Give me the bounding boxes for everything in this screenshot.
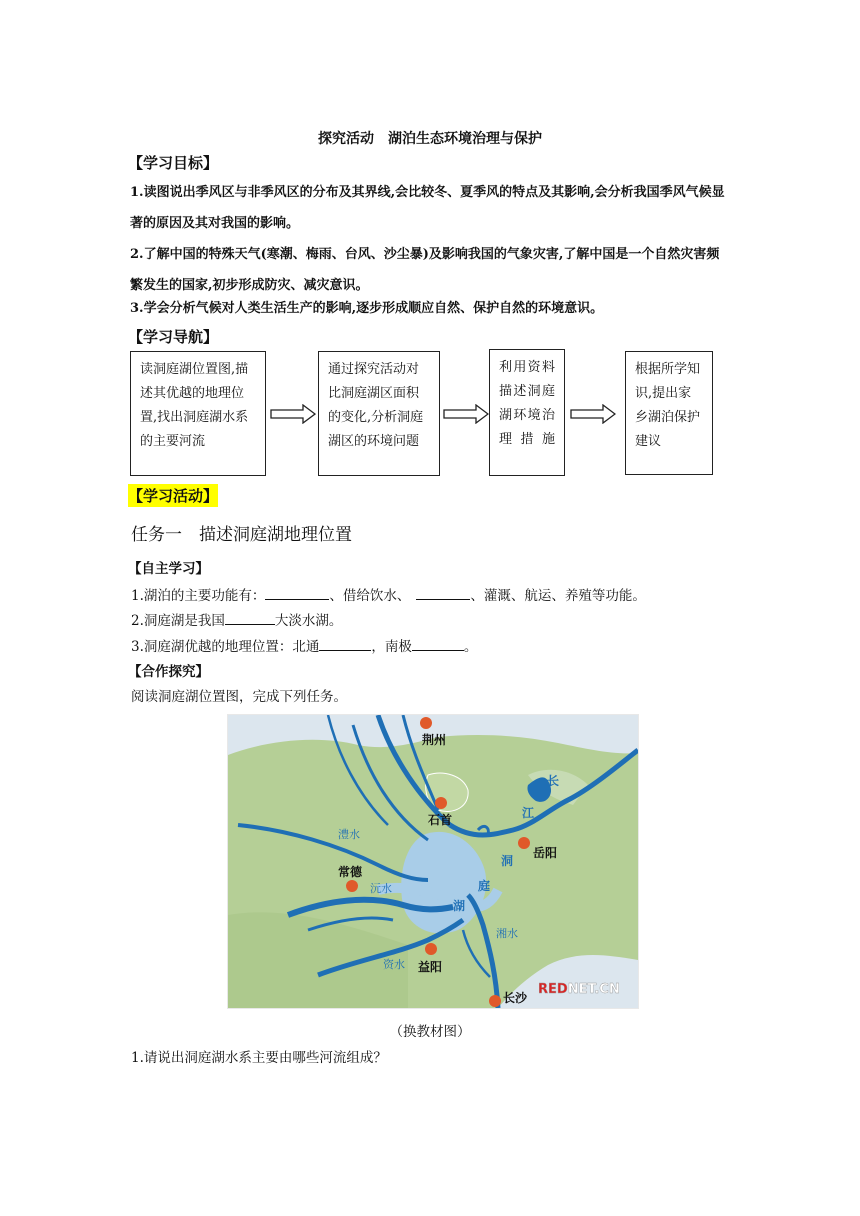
yangtze-label-char-2: 江 <box>522 806 535 820</box>
nav-step-3: 利用资料描述洞庭湖环境治理措施 <box>489 349 565 476</box>
dongting-lake-map <box>227 714 639 1009</box>
city-marker-jingzhou <box>420 717 432 729</box>
question-location: 3.洞庭湖优越的地理位置：北通 ，南极 。 <box>131 635 477 655</box>
nav-heading: 【学习导航】 <box>128 328 219 346</box>
answer-blank[interactable] <box>412 636 464 651</box>
city-marker-changsha <box>489 995 501 1007</box>
yangtze-label-char-1: 长 <box>547 774 560 788</box>
river-label-lishui: 澧水 <box>338 828 360 841</box>
river-label-yuanshui: 沅水 <box>370 882 392 895</box>
river-label-zishui: 资水 <box>383 958 405 971</box>
city-marker-changde <box>346 880 358 892</box>
self-study-heading: 【自主学习】 <box>128 561 209 577</box>
goals-heading: 【学习目标】 <box>128 154 219 172</box>
nav-step-2: 通过探究活动对比洞庭湖区面积的变化,分析洞庭湖区的环境问题 <box>318 351 440 476</box>
goal-item-2: 2.了解中国的特殊天气(寒潮、梅雨、台风、沙尘暴)及影响我国的气象灾害,了解中国是一个自然灾害频繁发生的国家,初步形成防灾、减灾意识。 <box>130 247 720 293</box>
answer-blank[interactable] <box>225 610 275 625</box>
page-title: 探究活动 湖泊生态环境治理与保护 <box>318 131 542 147</box>
nav-step-4: 根据所学知识,提出家乡湖泊保护建议 <box>625 351 713 475</box>
watermark-logo: REDNET.CN <box>538 982 620 997</box>
question-rank: 2.洞庭湖是我国 大淡水湖。 <box>131 609 342 629</box>
task1-title: 任务一 描述洞庭湖地理位置 <box>131 525 352 545</box>
answer-blank[interactable] <box>265 585 329 600</box>
flow-arrow-icon <box>443 404 489 424</box>
lake-label-char-3: 湖 <box>453 899 466 913</box>
city-label-jingzhou: 荆州 <box>422 733 447 747</box>
city-marker-shishou <box>435 797 447 809</box>
city-label-changde: 常德 <box>338 865 363 879</box>
river-label-xiangshui: 湘水 <box>496 927 518 940</box>
lake-label-char-1: 洞 <box>501 854 514 868</box>
question-functions: 1.湖泊的主要功能有： 、借给饮水、 、灌溉、航运、养殖等功能。 <box>131 584 646 604</box>
city-label-changsha: 长沙 <box>503 991 528 1005</box>
city-label-yueyang: 岳阳 <box>533 846 558 860</box>
city-marker-yiyang <box>425 943 437 955</box>
goal-item-1: 1.读图说出季风区与非季风区的分布及其界线,会比较冬、夏季风的特点及其影响,会分析我国季风气候显著的原因及其对我国的影响。 <box>130 185 725 231</box>
answer-blank[interactable] <box>319 636 371 651</box>
city-label-shishou: 石首 <box>428 813 453 827</box>
answer-blank[interactable] <box>416 585 470 600</box>
activity-heading: 【学习活动】 <box>128 484 218 507</box>
goal-item-3: 3.学会分析气候对人类生活生产的影响,逐步形成顺应自然、保护自然的环境意识。 <box>130 301 604 316</box>
lake-label-char-2: 庭 <box>478 879 491 893</box>
coop-intro: 阅读洞庭湖位置图，完成下列任务。 <box>131 689 347 705</box>
nav-step-1: 读洞庭湖位置图,描述其优越的地理位置,找出洞庭湖水系的主要河流 <box>130 351 266 476</box>
question-river-system: 1.请说出洞庭湖水系主要由哪些河流组成？ <box>131 1050 387 1066</box>
flow-arrow-icon <box>270 404 316 424</box>
coop-heading: 【合作探究】 <box>128 664 209 680</box>
map-caption: （换教材图） <box>389 1024 471 1040</box>
city-label-yiyang: 益阳 <box>418 960 443 974</box>
city-marker-yueyang <box>518 837 530 849</box>
flow-arrow-icon <box>570 404 616 424</box>
